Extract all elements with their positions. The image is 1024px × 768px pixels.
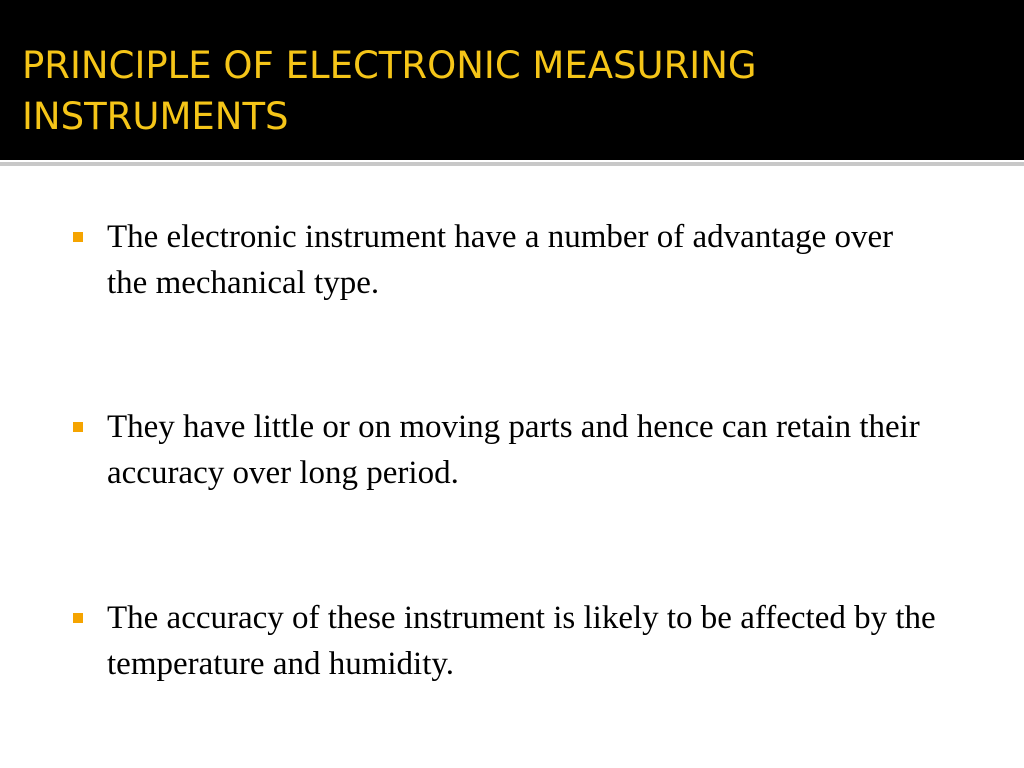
bullet-item <box>72 214 952 306</box>
bullet-text: The accuracy of these instrument is likely to be affected by the temperature and humidity. <box>107 600 936 682</box>
bullet-text: The electronic instrument have a number of advantage over the mechanical type. <box>107 219 894 301</box>
bullet-item <box>72 404 952 496</box>
square-bullet-icon <box>73 232 83 242</box>
bullet-item <box>72 595 952 687</box>
bullet-text: They have little or on moving parts and hence can retain their accuracy over long period. <box>107 409 920 491</box>
square-bullet-icon <box>73 613 83 623</box>
slide-title: PRINCIPLE OF ELECTRONIC MEASURING INSTRUMENTS <box>22 44 757 138</box>
square-bullet-icon <box>73 422 83 432</box>
